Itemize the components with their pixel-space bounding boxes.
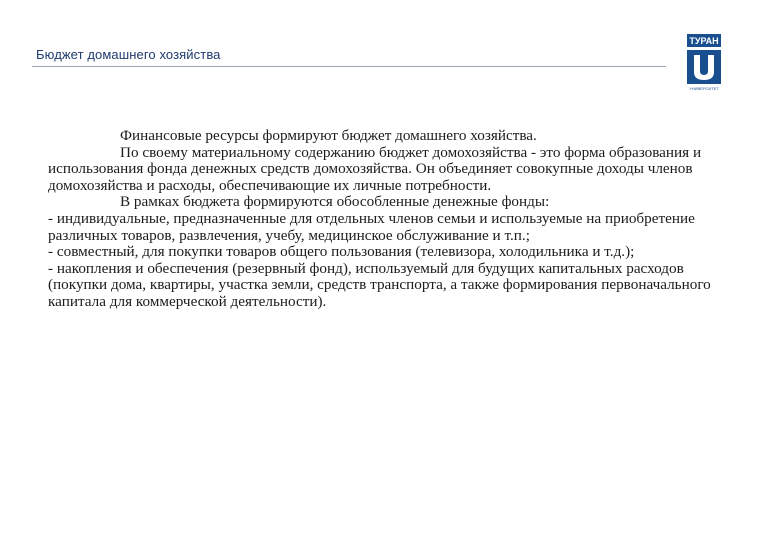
- logo-brand: ТУРАН: [689, 36, 719, 46]
- list-item-individual: - индивидуальные, предназначенные для отдельных членов семьи и используемые на приобретение различных товаров, развлечения, учебу, медицинское обслуживание и т.п.;: [48, 209, 695, 244]
- paragraph-definition: По своему материальному содержанию бюджет домохозяйства - это форма образования и использования фонда денежных средств домохозяйства. Он объединяет совокупные доходы членов домохозяйства и расходы, обеспечивающие их личные потребности.: [48, 143, 702, 194]
- turan-logo-icon: [685, 32, 723, 92]
- list-item-joint: - совместный, для покупки товаров общего пользования (телевизора, холодильника и т.д.);: [48, 243, 635, 261]
- paragraph-funds-intro: В рамках бюджета формируются обособленные денежные фонды:: [120, 193, 550, 211]
- logo-subtitle: УНИВЕРСИТЕТ: [689, 86, 719, 91]
- header-divider: [32, 66, 666, 67]
- slide-body: [48, 128, 738, 311]
- slide-title: Бюджет домашнего хозяйства: [36, 47, 221, 62]
- paragraph-intro: Финансовые ресурсы формируют бюджет домашнего хозяйства.: [120, 127, 537, 144]
- slide-header: [0, 0, 780, 90]
- list-item-reserve: - накопления и обеспечения (резервный фонд), используемый для будущих капитальных расходов (покупки дома, квартиры, участка земли, средств транспорта, а также формирования первоначального капитала для коммерческой деятельности).: [48, 259, 711, 310]
